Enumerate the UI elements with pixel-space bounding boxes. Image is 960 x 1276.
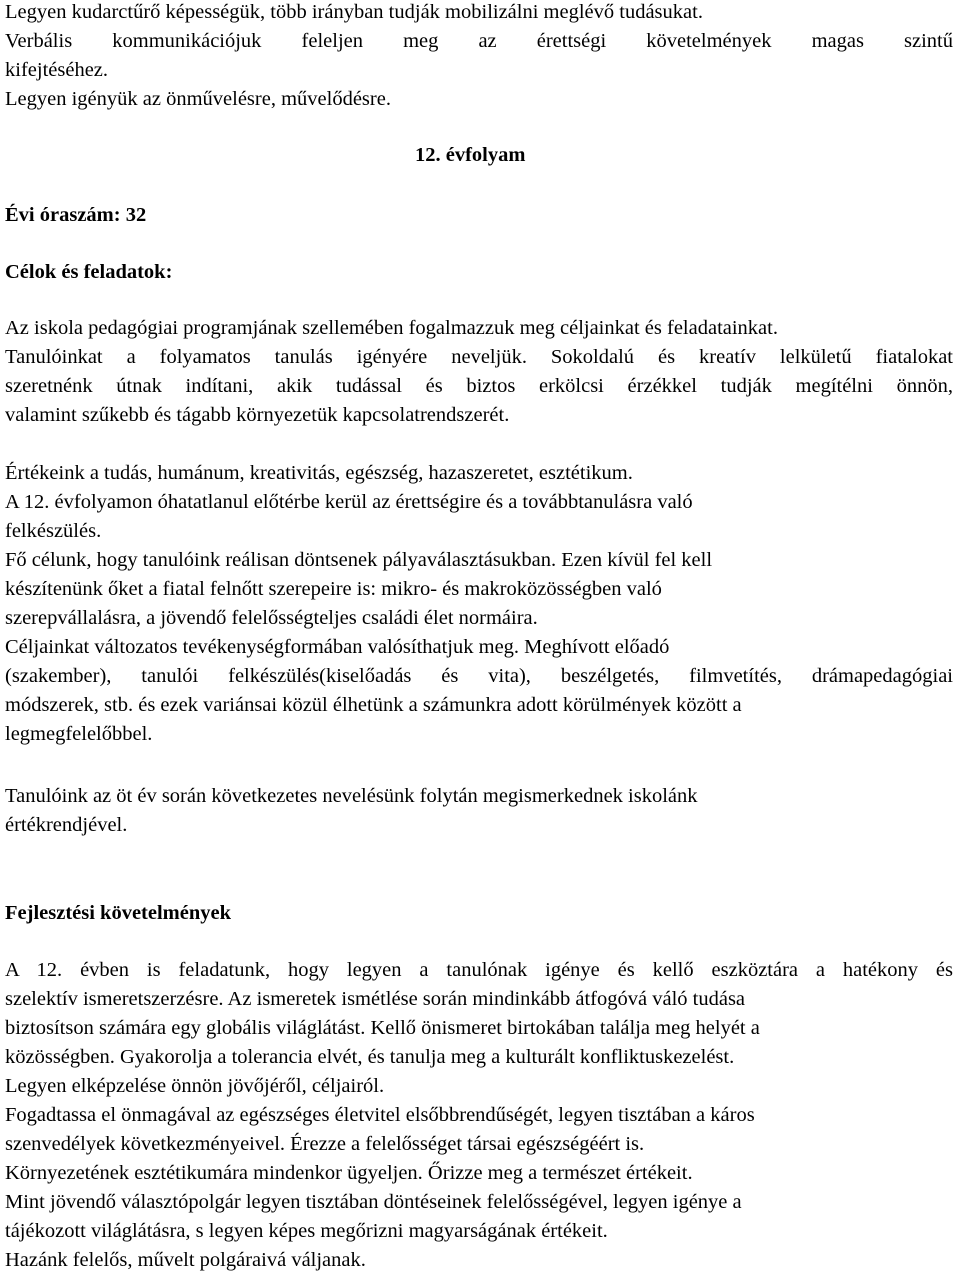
development-requirements-heading: Fejlesztési követelmények xyxy=(5,902,231,924)
dev-line: Mint jövendő választópolgár legyen tisztában döntéseinek felelősségével, legyen igénye a xyxy=(5,1191,742,1213)
dev-line: A 12. évben is feladatunk, hogy legyen a tanulónak igénye és kellő eszköztára a hatékony és xyxy=(5,959,953,981)
dev-line: Fogadtassa el önmagával az egészséges életvitel elsőbbrendűségét, legyen tisztában a káros xyxy=(5,1104,755,1126)
goals-line: valamint szűkebb és tágabb környezetük kapcsolatrendszerét. xyxy=(5,404,510,426)
dev-line: Hazánk felelős, művelt polgáraivá váljanak. xyxy=(5,1249,366,1271)
dev-line: tájékozott világlátásra, s legyen képes megőrizni magyarságának értékeit. xyxy=(5,1220,608,1242)
dev-line: biztosítson számára egy globális világlátást. Kellő önismeret birtokában találja meg helyét a xyxy=(5,1017,760,1039)
intro-line: Legyen igényük az önművelésre, művelődésre. xyxy=(5,88,391,110)
values-line: készítenünk őket a fiatal felnőtt szerepeire is: mikro- és makroközösségben való xyxy=(5,578,662,600)
goals-line: Az iskola pedagógiai programjának szellemében fogalmazzuk meg céljainkat és feladatainkat. xyxy=(5,317,778,339)
dev-line: közösségben. Gyakorolja a tolerancia elvét, és tanulja meg a kulturált konfliktuskezelést. xyxy=(5,1046,735,1068)
values-line: szerepvállalásra, a jövendő felelősségteljes családi élet normáira. xyxy=(5,607,538,629)
dev-line: szenvedélyek következményeivel. Érezze a felelősséget társai egészségéért is. xyxy=(5,1133,645,1155)
intro-line: Verbális kommunikációjuk feleljen meg az érettségi követelmények magas szintű xyxy=(5,30,953,52)
values-line: módszerek, stb. és ezek variánsai közül élhetünk a számunkra adott körülmények között a xyxy=(5,694,742,716)
goals-line: Tanulóinkat a folyamatos tanulás igényére neveljük. Sokoldalú és kreatív lelkületű fiatalokat xyxy=(5,346,953,368)
goals-line: szeretnénk útnak indítani, akik tudással és biztos erkölcsi érzékkel tudják megítélni önnön, xyxy=(5,375,953,397)
annual-hours-heading: Évi óraszám: 32 xyxy=(5,204,147,226)
dev-line: szelektív ismeretszerzésre. Az ismeretek ismétlése során mindinkább átfogóvá váló tudása xyxy=(5,988,746,1010)
values-line: A 12. évfolyamon óhatatlanul előtérbe kerül az érettségire és a továbbtanulásra való xyxy=(5,491,693,513)
grade-title: 12. évfolyam xyxy=(415,144,526,166)
closing-line: Tanulóink az öt év során következetes nevelésünk folytán megismerkednek iskolánk xyxy=(5,785,698,807)
values-line: Értékeink a tudás, humánum, kreativitás, egészség, hazaszeretet, esztétikum. xyxy=(5,462,633,484)
dev-line: Legyen elképzelése önnön jövőjéről, céljairól. xyxy=(5,1075,385,1097)
closing-line: értékrendjével. xyxy=(5,814,128,836)
values-line: (szakember), tanulói felkészülés(kiselőadás és vita), beszélgetés, filmvetítés, drámapedagógiai xyxy=(5,665,953,687)
development-paragraph xyxy=(5,956,953,1275)
intro-line: kifejtéséhez. xyxy=(5,59,109,81)
closing-paragraph xyxy=(5,782,953,840)
intro-paragraph xyxy=(5,0,953,114)
values-line: Fő célunk, hogy tanulóink reálisan döntsenek pályaválasztásukban. Ezen kívül fel kell xyxy=(5,549,713,571)
intro-line: Legyen kudarctűrő képességük, több irányban tudják mobilizálni meglévő tudásukat. xyxy=(5,1,703,23)
values-line: Céljainkat változatos tevékenységformában valósíthatjuk meg. Meghívott előadó xyxy=(5,636,670,658)
goals-paragraph xyxy=(5,314,953,430)
values-line: legmegfelelőbbel. xyxy=(5,723,153,745)
dev-line: Környezetének esztétikumára mindenkor ügyeljen. Őrizze meg a természet értékeit. xyxy=(5,1162,693,1184)
values-line: felkészülés. xyxy=(5,520,102,542)
values-paragraph xyxy=(5,459,953,749)
goals-heading: Célok és feladatok: xyxy=(5,261,173,283)
